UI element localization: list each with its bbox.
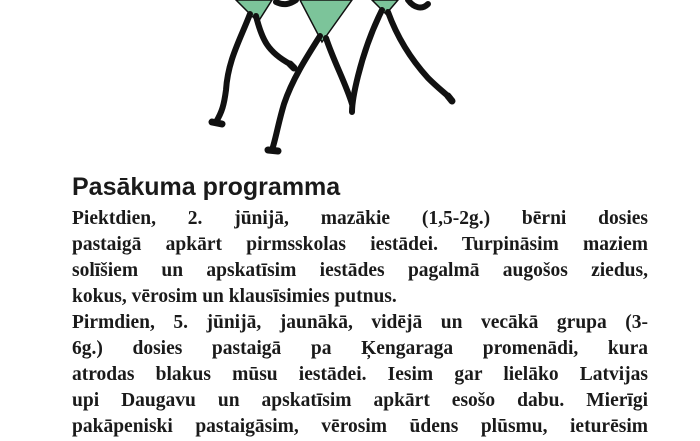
text-line: pastaigā apkārt pirmsskolas iestādei. Turpināsim maziem (72, 234, 648, 255)
runner-leg (216, 14, 250, 122)
text-line: Piektdien, 2. jūnijā, mazākie (1,5-2g.) bērni dosies (72, 208, 648, 229)
runner-foot (268, 150, 278, 151)
text-line: upi Daugavu un apskatīsim apkārt esošo dabu. Mierīgi (72, 390, 648, 411)
paragraph-monday (72, 310, 648, 440)
runner-leg (352, 10, 382, 112)
text-line: kokus, vērosim un klausīsimies putnus. (72, 286, 397, 307)
text-line: Pirmdien, 5. jūnijā, jaunākā, vidējā un vecākā grupa (3- (72, 312, 648, 333)
running-figures-illustration (0, 0, 700, 170)
runner-foot (290, 64, 294, 68)
text-line: pakāpeniski pastaigāsim, vērosim ūdens plūsmu, ieturēsim (72, 416, 648, 437)
text-line: 6g.) dosies pastaigā pa Ķengaraga promenādi, kura (72, 338, 648, 359)
runner-leg (256, 16, 290, 64)
runner-leg (326, 38, 352, 104)
arm-stroke (276, 0, 296, 4)
runner-foot (448, 96, 452, 101)
program-text (72, 206, 648, 440)
runner-leg (272, 36, 320, 150)
text-line: solīšiem un apskatīsim iestādes pagalmā augošos ziedus, (72, 260, 648, 281)
paragraph-friday (72, 206, 648, 310)
section-heading: Pasākuma programma (72, 173, 341, 201)
text-line: atrodas blakus mūsu iestādei. Iesim gar lielāko Latvijas (72, 364, 648, 385)
runner-foot (212, 122, 222, 124)
green-shirt-right (372, 0, 398, 14)
runner-leg (388, 12, 450, 98)
arm-stroke (408, 0, 428, 7)
